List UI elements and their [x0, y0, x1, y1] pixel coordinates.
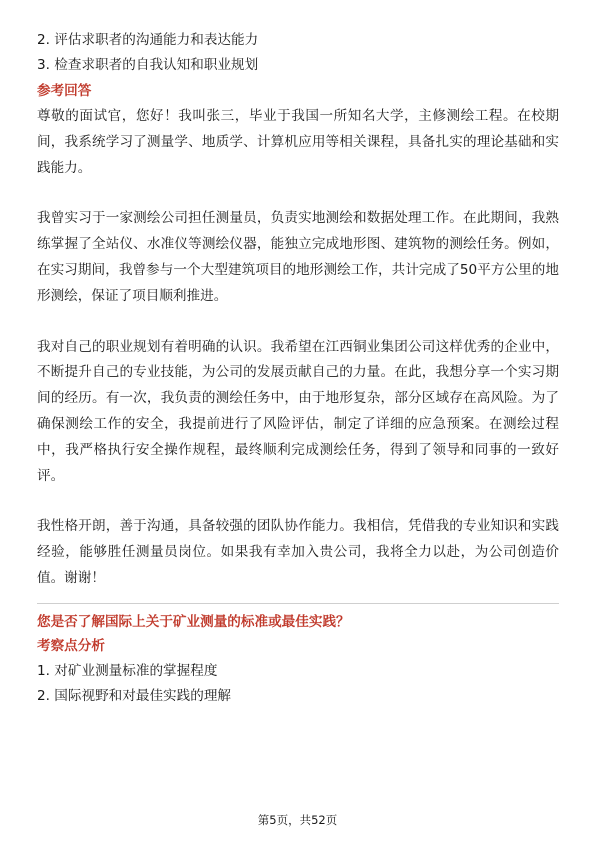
- paragraph-spacer: [37, 181, 559, 206]
- analysis-heading: 考察点分析: [37, 637, 105, 654]
- answer-paragraph: 我性格开朗，善于沟通，具备较强的团队协作能力。我相信，凭借我的专业知识和实践经验，能够胜任测量员岗位。如果我有幸加入贵公司，我将全力以赴，为公司创造价值。谢谢！: [37, 518, 559, 586]
- answer-paragraph: 尊敬的面试官，您好！我叫张三，毕业于我国一所知名大学，主修测绘工程。在校期间，我系统学习了测量学、地质学、计算机应用等相关课程，具备扎实的理论基础和实践能力。: [37, 108, 559, 176]
- list-item: 1. 对矿业测量标准的掌握程度: [37, 662, 218, 679]
- list-item: 2. 评估求职者的沟通能力和表达能力: [37, 32, 259, 48]
- section-divider: [37, 603, 559, 604]
- list-item: 2. 国际视野和对最佳实践的理解: [37, 687, 232, 704]
- answer-paragraph: 我曾实习于一家测绘公司担任测量员，负责实地测绘和数据处理工作。在此期间，我熟练掌握了全站仪、水准仪等测绘仪器，能独立完成地形图、建筑物的测绘任务。例如，在实习期间，我曾参与一个大型建筑项目的地形测绘工作，共计完成了50平方公里的地形测绘，保证了项目顺利推进。: [37, 210, 559, 304]
- paragraph-spacer: [37, 489, 559, 514]
- paragraph-spacer: [37, 310, 559, 335]
- list-item: 3. 检查求职者的自我认知和职业规划: [37, 57, 259, 73]
- question-heading: 您是否了解国际上关于矿业测量的标准或最佳实践？: [37, 613, 350, 630]
- answer-heading: 参考回答: [37, 83, 92, 99]
- answer-paragraph: 我对自己的职业规划有着明确的认识。我希望在江西铜业集团公司这样优秀的企业中，不断提升自己的专业技能，为公司的发展贡献自己的力量。在此，我想分享一个实习期间的经历。有一次，我负责的测绘任务中，由于地形复杂，部分区域存在高风险。为了确保测绘工作的安全，我提前进行了风险评估，制定了详细的应急预案。在测绘过程中，我严格执行安全操作规程，最终顺利完成测绘任务，得到了领导和同事的一致好评。: [37, 338, 559, 484]
- page-footer: 第5页，共52页: [257, 813, 338, 827]
- document-page: [37, 28, 559, 709]
